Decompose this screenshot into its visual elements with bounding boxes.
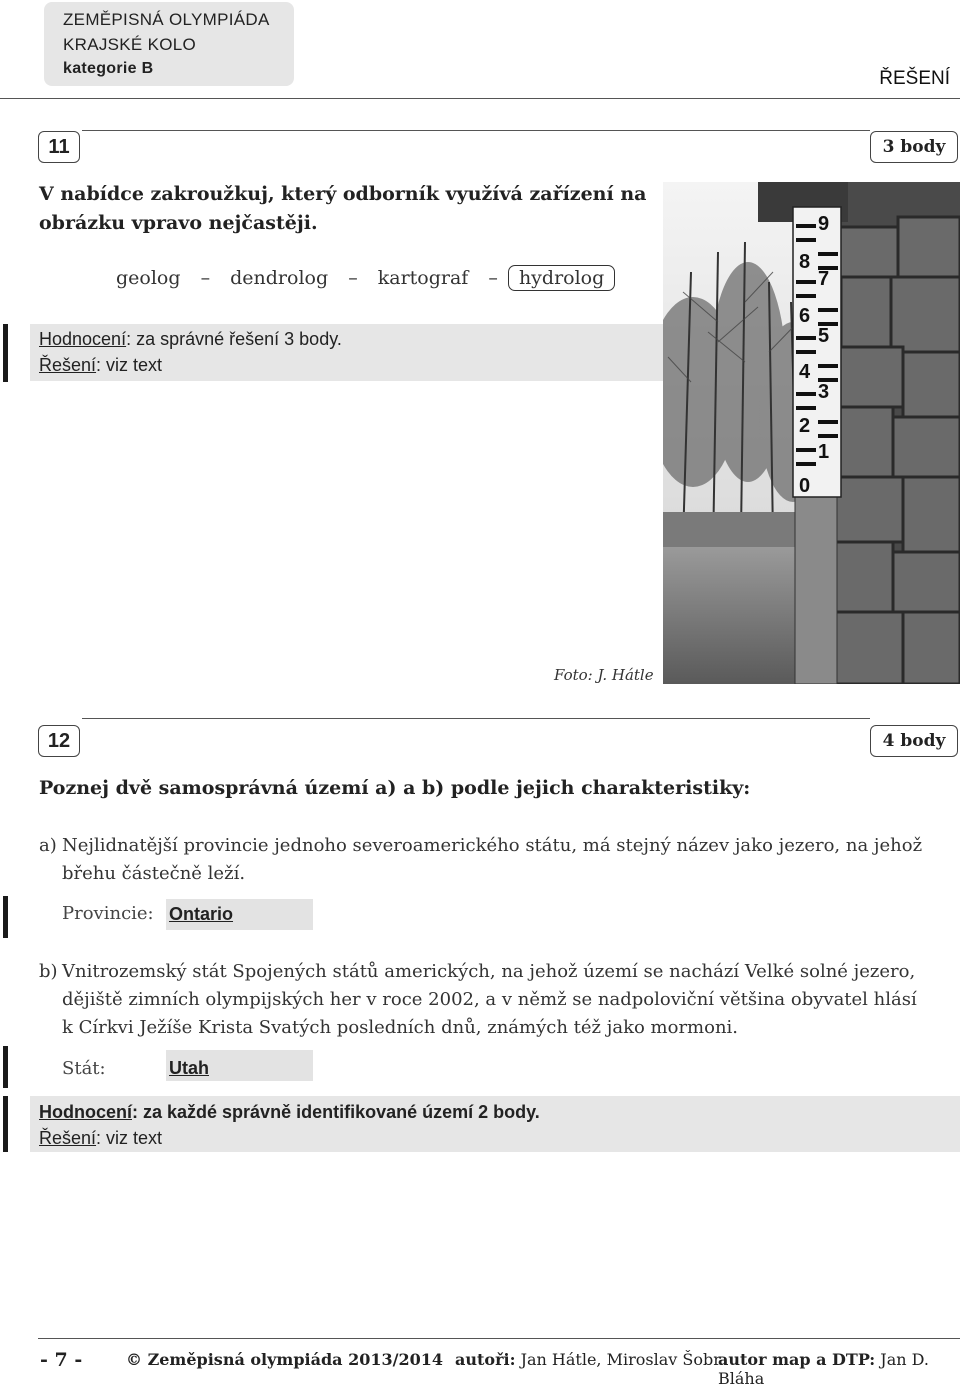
eval-label: Hodnocení (39, 1102, 132, 1122)
gauge-label-9: 9 (818, 213, 830, 235)
footer-dtp (718, 1350, 960, 1388)
task-12-rule (82, 718, 870, 719)
task-11-question (39, 180, 659, 238)
solution-label: Řešení (39, 1128, 97, 1148)
task-12-a-text (62, 832, 942, 888)
header-section-label: ŘEŠENÍ (879, 68, 950, 89)
gauge-label-5: 5 (818, 325, 830, 347)
task-12-a-marker-bar (3, 896, 8, 938)
option-separator: – (488, 267, 498, 289)
gauge-label-0: 0 (799, 475, 811, 497)
task-12-a-line-2: břehu částečně leží. (62, 863, 246, 884)
task-12-number: 12 (38, 725, 80, 757)
option-separator: – (348, 267, 358, 289)
task-11-question-line-1: V nabídce zakroužkuj, který odborník využívá zařízení na (39, 183, 647, 205)
gauge-label-4: 4 (799, 361, 811, 383)
eval-text: : za správné řešení 3 body. (126, 329, 342, 349)
task-12-a-line-1: Nejlidnatější provincie jednoho severoamerického státu, má stejný název jako jezero, na jehož (62, 835, 923, 856)
eval-label: Hodnocení (39, 329, 127, 349)
task-12-question: Poznej dvě samosprávná území a) a b) podle jejich charakteristiky: (39, 777, 751, 799)
state-label: Stát: (62, 1058, 106, 1079)
footer-rule (38, 1338, 960, 1339)
task-11-points: 3 body (870, 131, 958, 163)
authors-label: autoři: (455, 1350, 516, 1369)
water-gauge-photo (663, 182, 960, 684)
gauge-label-3: 3 (818, 381, 830, 403)
province-answer: Ontario (169, 904, 234, 924)
header-category: kategorie B (63, 60, 154, 77)
task-12-b-line-2: dějiště zimních olympijských her v roce 2002, a v němž se nadpoloviční většina obyvatel hlásí (62, 989, 917, 1010)
option-dendrolog[interactable]: dendrolog (230, 267, 329, 289)
option-hydrolog-circled[interactable]: hydrolog (508, 265, 615, 291)
task-12-evaluation (39, 1099, 540, 1151)
state-answer: Utah (169, 1058, 209, 1078)
page-number: - 7 - (40, 1349, 83, 1371)
dtp-label: autor map a DTP: (718, 1350, 876, 1369)
task-12-a-marker: a) (39, 835, 57, 856)
header-title: ZEMĚPISNÁ OLYMPIÁDA (63, 10, 270, 29)
task-11-question-line-2: obrázku vpravo nejčastěji. (39, 212, 318, 234)
option-separator: – (200, 267, 211, 289)
dtp-name: Jan D. Bláha (718, 1350, 929, 1388)
task-11-eval-marker (3, 324, 8, 382)
task-12-b-marker-bar (3, 1046, 8, 1088)
solution-label: Řešení (39, 355, 97, 375)
task-12-points: 4 body (870, 725, 958, 757)
gauge-label-1: 1 (818, 441, 830, 463)
header-round: KRAJSKÉ KOLO (63, 35, 197, 54)
task-11-rule (82, 130, 870, 131)
footer-authors (455, 1350, 721, 1369)
solution-text: : viz text (96, 1128, 163, 1148)
footer-copyright: © Zeměpisná olympiáda 2013/2014 (126, 1350, 444, 1369)
task-11-options (116, 267, 615, 289)
gauge-label-7: 7 (818, 268, 830, 290)
gauge-label-2: 2 (799, 415, 811, 437)
gauge-label-6: 6 (799, 305, 811, 327)
task-11-evaluation (39, 326, 342, 378)
authors-names: Jan Hátle, Miroslav Šobr (520, 1350, 721, 1369)
solution-text: : viz text (96, 355, 163, 375)
task-11-number: 11 (38, 131, 80, 163)
province-label: Provincie: (62, 903, 154, 924)
task-12-b-text (62, 958, 952, 1042)
task-12-b-line-3: k Církvi Ježíše Krista Svatých posledních dnů, známých též jako mormoni. (62, 1017, 739, 1038)
header-rule (0, 98, 960, 99)
task-12-eval-marker (3, 1096, 8, 1152)
task-12-b-line-1: Vnitrozemský stát Spojených států amerických, na jehož území se nachází Velké solné jezero, (62, 961, 916, 982)
option-kartograf[interactable]: kartograf (377, 267, 469, 289)
task-12-b-marker: b) (39, 961, 58, 982)
gauge-label-8: 8 (799, 251, 811, 273)
photo-credit: Foto: J. Hátle (554, 666, 654, 684)
option-geolog[interactable]: geolog (116, 267, 181, 289)
eval-text: : za každé správně identifikované území 2 body. (132, 1102, 540, 1122)
